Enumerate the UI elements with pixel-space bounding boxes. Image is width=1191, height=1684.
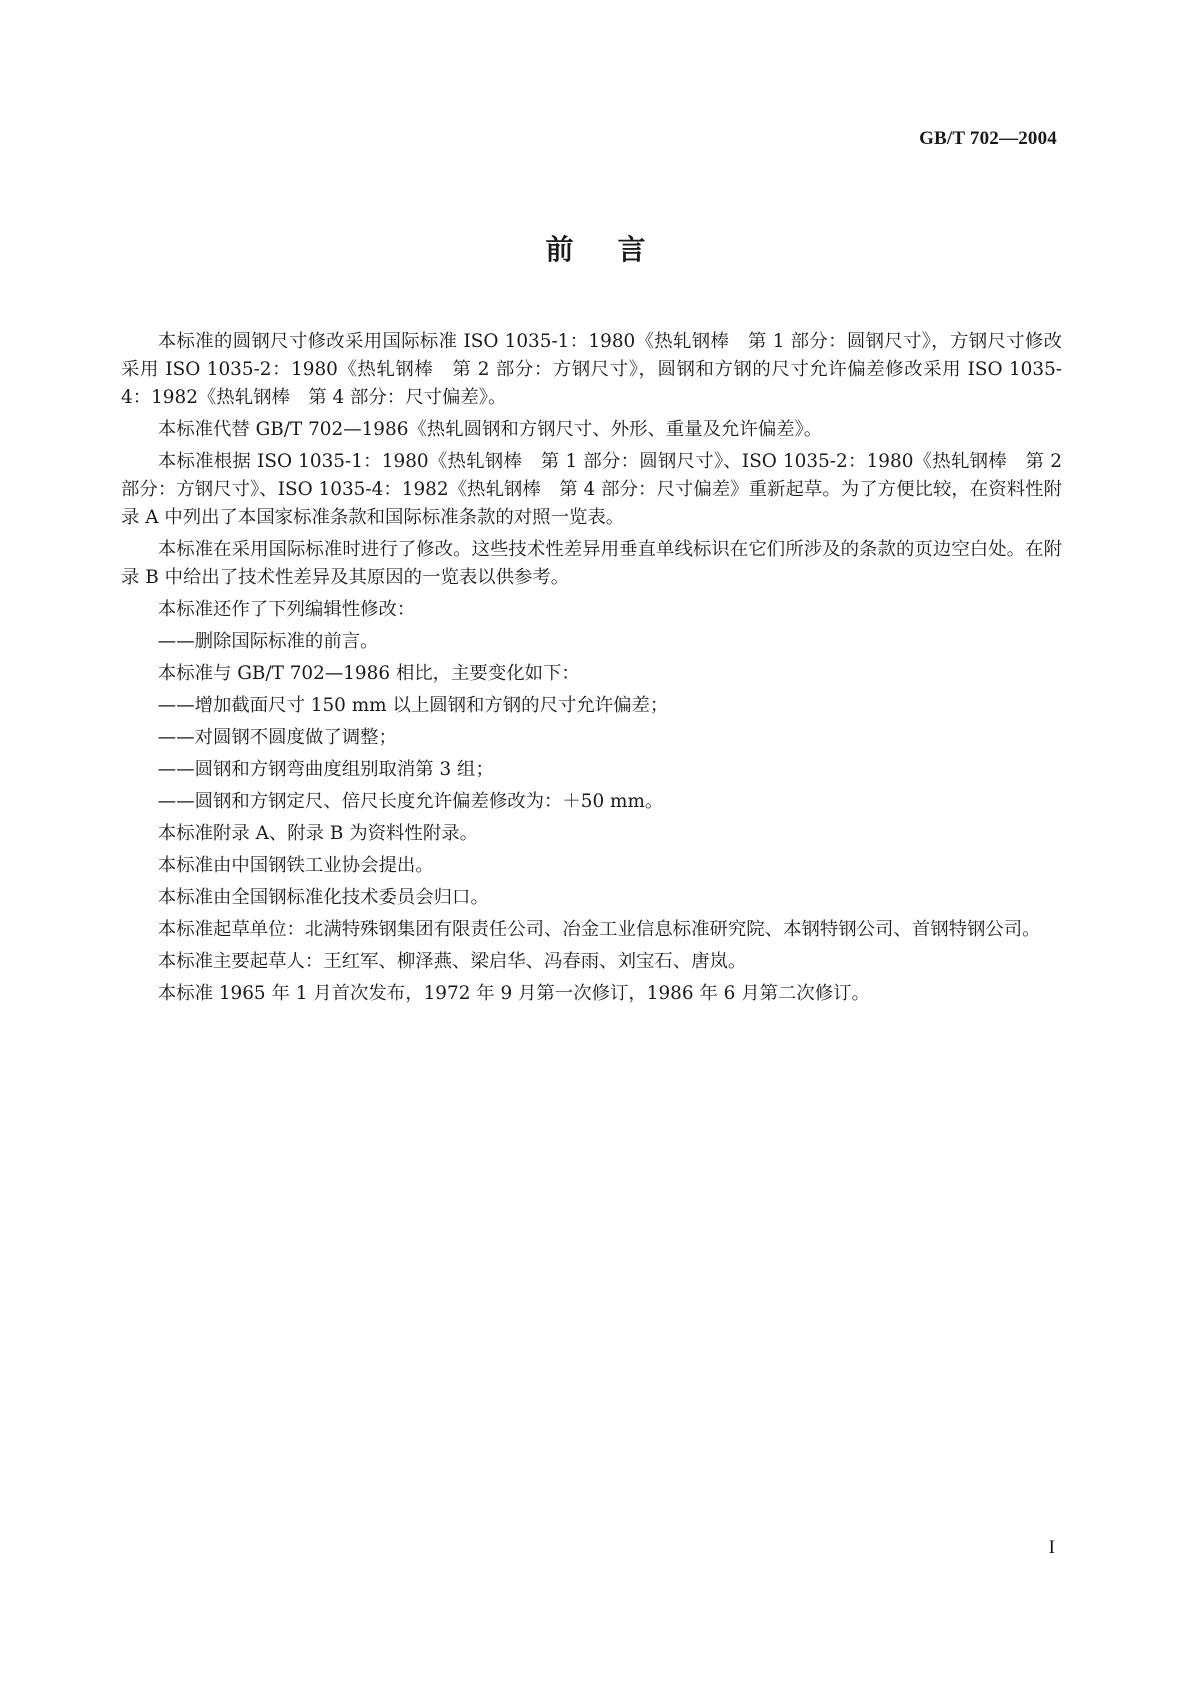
paragraph-adoption: 本标准的圆钢尺寸修改采用国际标准 ISO 1035-1：1980《热轧钢棒 第 1 部分：圆钢尺寸》，方钢尺寸修改采用 ISO 1035-2：1980《热轧钢棒 第 2 部分：方钢尺寸》，圆钢和方钢的尺寸允许偏差修改采用 ISO 1035-4：1982《热轧钢棒 第 4 部分：尺寸偏差》。	[121, 331, 1062, 408]
paragraph-proposed-by: 本标准由中国钢铁工业协会提出。	[157, 855, 434, 876]
paragraph-main-changes: 本标准与 GB/T 702—1986 相比，主要变化如下：	[157, 663, 580, 684]
list-item: ——圆钢和方钢弯曲度组别取消第 3 组；	[157, 759, 494, 780]
page-title: 前言	[545, 233, 690, 266]
paragraph-history: 本标准 1965 年 1 月首次发布，1972 年 9 月第一次修订，1986 年 6 月第二次修订。	[157, 983, 870, 1004]
paragraph-replaces: 本标准代替 GB/T 702—1986《热轧圆钢和方钢尺寸、外形、重量及允许偏差》。	[157, 419, 823, 440]
paragraph-technical-differences: 本标准在采用国际标准时进行了修改。这些技术性差异用垂直单线标识在它们所涉及的条款的页边空白处。在附录 B 中给出了技术性差异及其原因的一览表以供参考。	[121, 539, 1062, 588]
paragraph-centralized-by: 本标准由全国钢标准化技术委员会归口。	[157, 887, 489, 908]
paragraph-redraft-basis: 本标准根据 ISO 1035-1：1980《热轧钢棒 第 1 部分：圆钢尺寸》、ISO 1035-2：1980《热轧钢棒 第 2 部分：方钢尺寸》、ISO 1035-4：1982《热轧钢棒 第 4 部分：尺寸偏差》重新起草。为了方便比较，在资料性附录 A 中列出了本国家标准条款和国际标准条款的对照一览表。	[121, 451, 1062, 528]
preface-body	[121, 328, 1062, 1012]
paragraph-editorial-changes: 本标准还作了下列编辑性修改：	[157, 599, 416, 620]
standard-code: GB/T 702—2004	[919, 128, 1057, 149]
paragraph-drafters: 本标准主要起草人：王红军、柳泽燕、梁启华、冯春雨、刘宝石、唐岚。	[157, 951, 747, 972]
page-number: I	[1048, 1537, 1055, 1558]
paragraph-drafting-units: 本标准起草单位：北满特殊钢集团有限责任公司、冶金工业信息标准研究院、本钢特钢公司、首钢特钢公司。	[157, 919, 1041, 940]
list-item: ——删除国际标准的前言。	[157, 631, 379, 652]
list-item: ——对圆钢不圆度做了调整；	[157, 727, 397, 748]
list-item: ——增加截面尺寸 150 mm 以上圆钢和方钢的尺寸允许偏差；	[157, 695, 669, 716]
list-item: ——圆钢和方钢定尺、倍尺长度允许偏差修改为：＋50 mm。	[157, 791, 664, 812]
paragraph-appendices: 本标准附录 A、附录 B 为资料性附录。	[157, 823, 478, 844]
